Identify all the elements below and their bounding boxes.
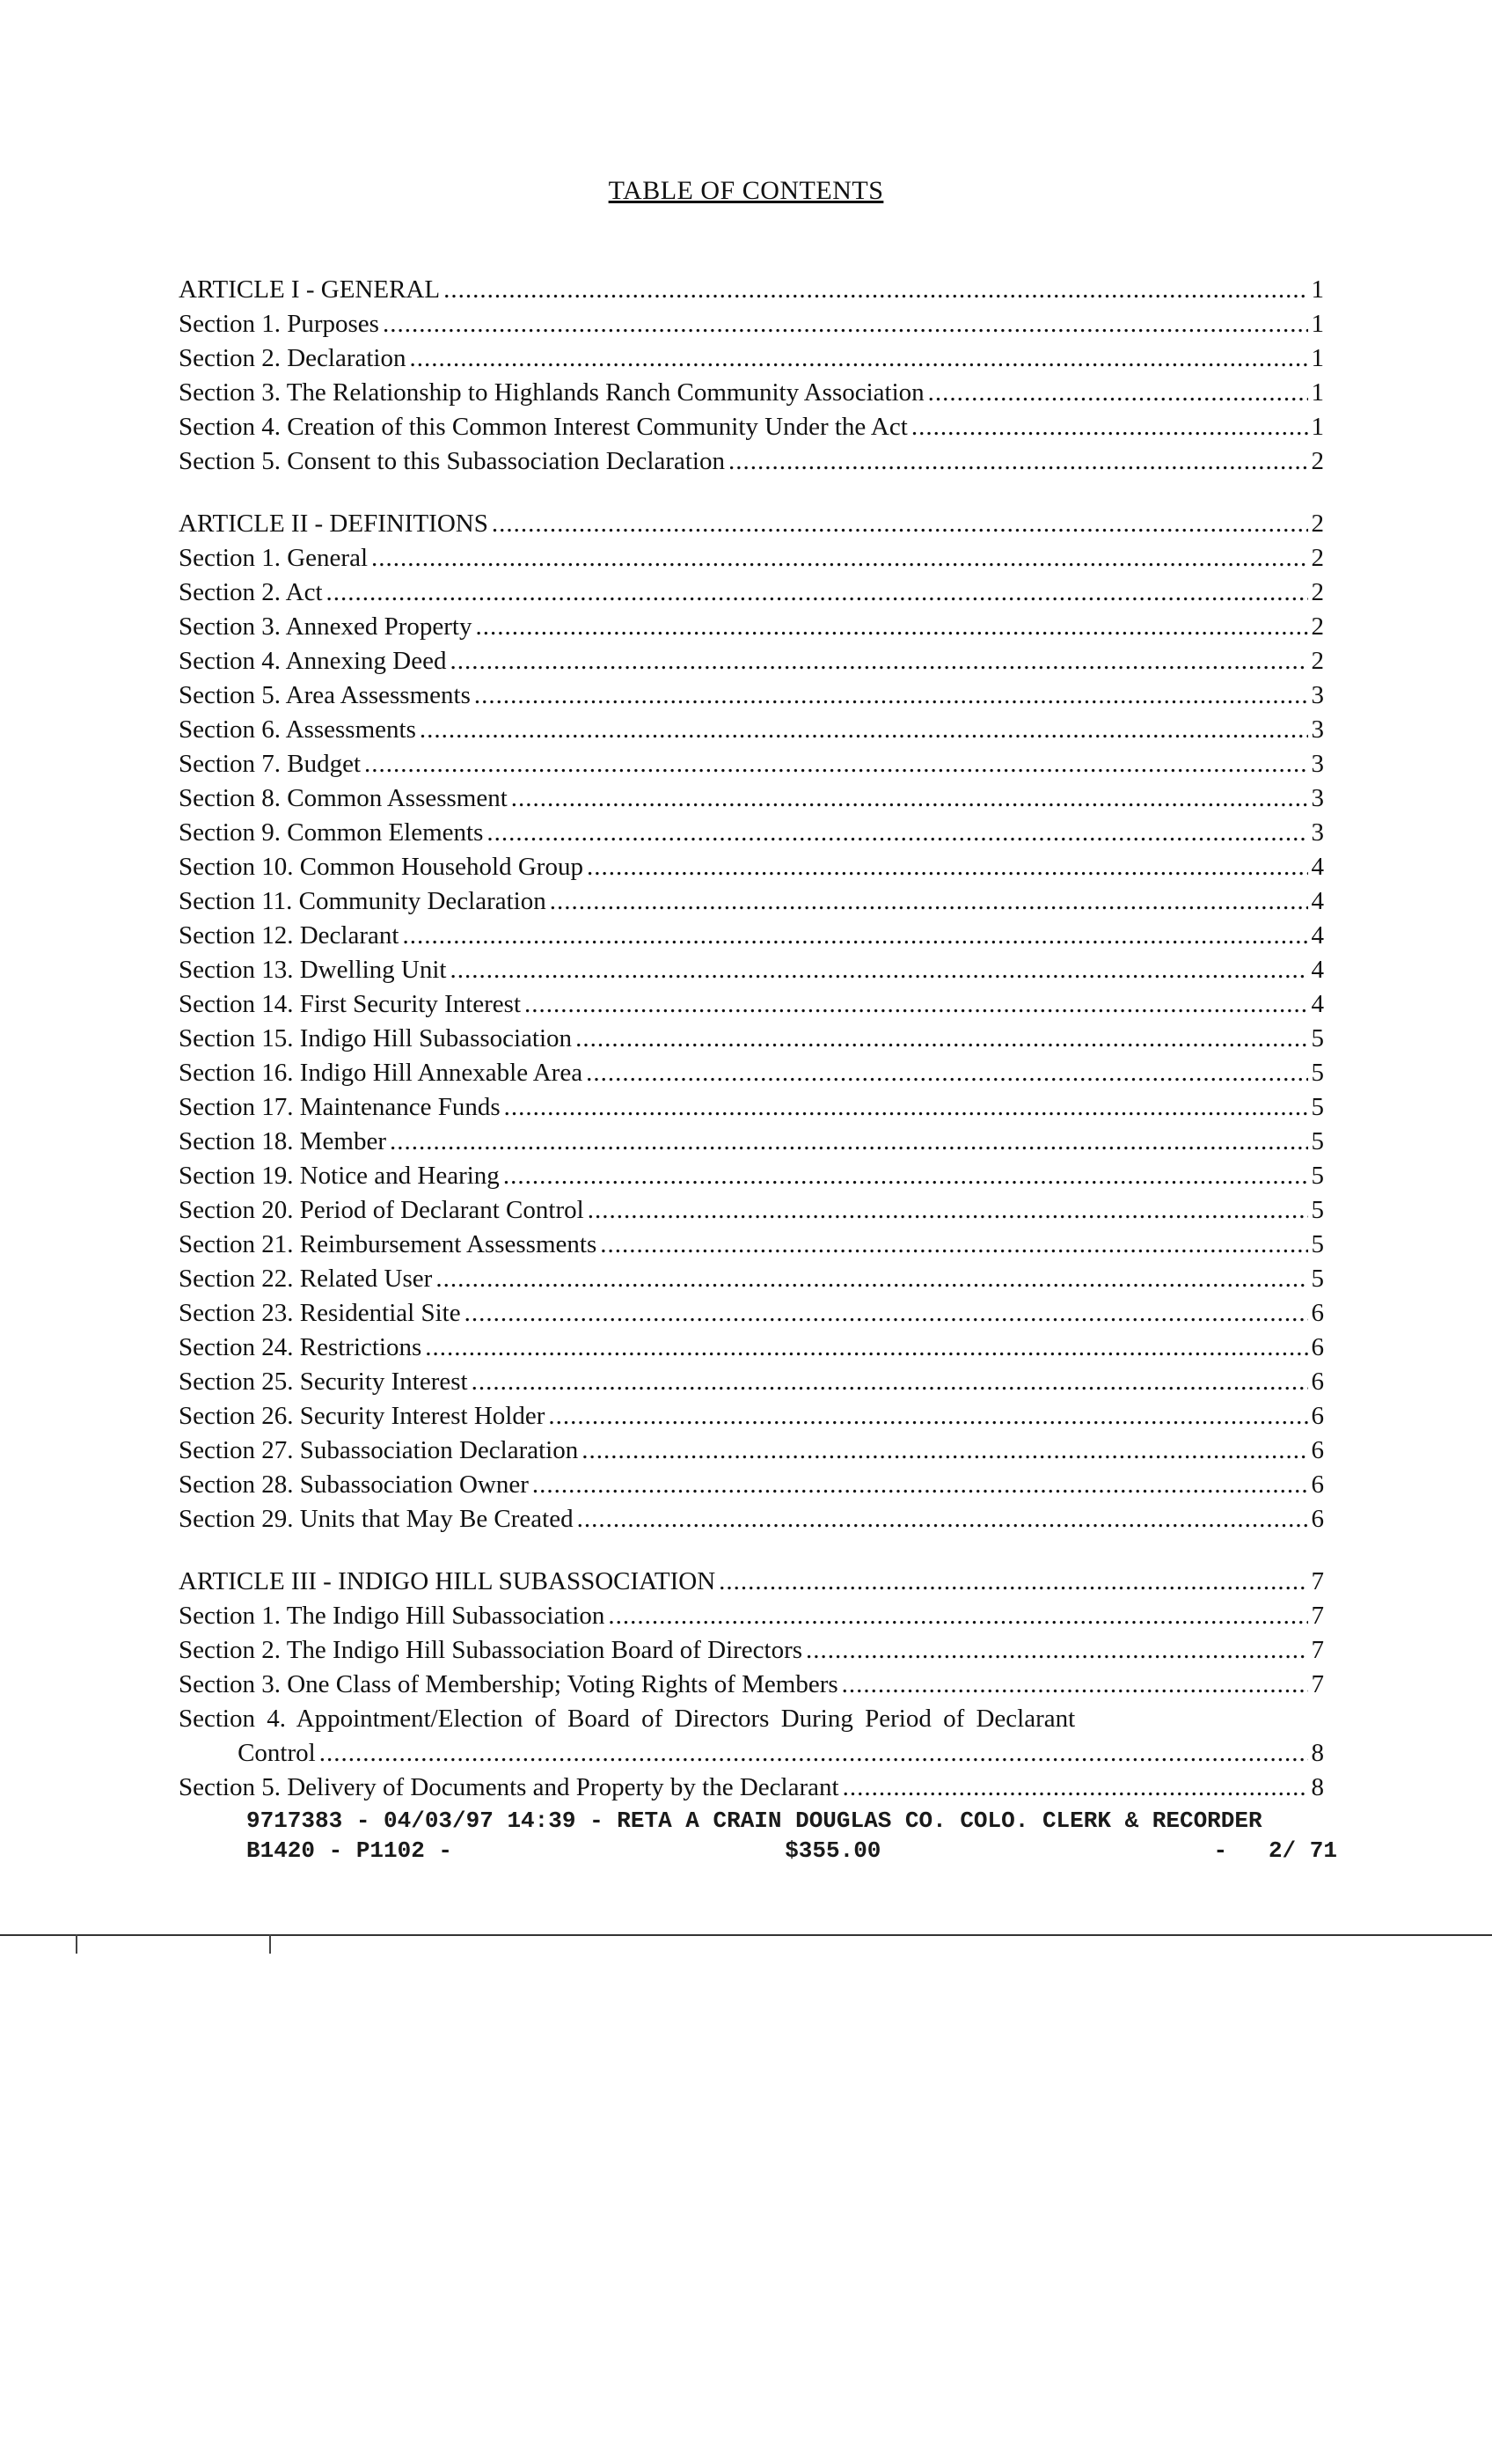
dot-leader — [474, 678, 1308, 713]
article-1-group — [179, 273, 1324, 479]
entry-label: Section 2. The Indigo Hill Subassociation Board of Directors — [179, 1636, 803, 1664]
toc-entry — [179, 541, 1324, 576]
dot-leader — [843, 1771, 1308, 1805]
table-of-contents — [179, 273, 1324, 1833]
entry-page: 7 — [1311, 1602, 1324, 1630]
entry-label: Section 8. Common Assessment — [179, 784, 508, 812]
entry-label: Section 3. The Relationship to Highlands Ranch Community Association — [179, 378, 925, 407]
dot-leader — [577, 1502, 1308, 1536]
entry-label: ARTICLE II - DEFINITIONS — [179, 510, 488, 538]
entry-label: Section 12. Declarant — [179, 921, 399, 950]
entry-page: 6 — [1311, 1333, 1324, 1361]
entry-label: ARTICLE III - INDIGO HILL SUBASSOCIATION — [179, 1567, 716, 1595]
toc-entry — [179, 341, 1324, 376]
dot-leader — [443, 273, 1307, 307]
dot-leader — [435, 1262, 1307, 1296]
article-2-group — [179, 507, 1324, 1536]
dot-leader — [326, 576, 1308, 610]
toc-entry — [179, 410, 1324, 444]
recorder-text: 9717383 - 04/03/97 14:39 - RETA A CRAIN DOUGLAS CO. COLO. CLERK & RECORDER — [246, 1808, 1262, 1834]
recorder-book-page: B1420 - P1102 - — [246, 1837, 453, 1864]
dot-leader — [492, 507, 1308, 541]
dot-leader — [364, 747, 1307, 781]
entry-label: Section 7. Budget — [179, 750, 362, 778]
entry-label: Section 25. Security Interest — [179, 1368, 468, 1396]
dot-leader — [581, 1434, 1307, 1468]
toc-entry — [179, 1399, 1324, 1434]
toc-entry — [179, 747, 1324, 781]
entry-label: Section 18. Member — [179, 1127, 386, 1155]
dot-leader — [402, 919, 1307, 953]
recorder-line-1 — [246, 1806, 1337, 1836]
article-heading — [179, 1565, 1324, 1599]
recorder-fee: $355.00 — [785, 1837, 881, 1864]
entry-label: Section 19. Notice and Hearing — [179, 1162, 500, 1190]
entry-label: Section 3. One Class of Membership; Voting Rights of Members — [179, 1670, 838, 1698]
entry-label: Section 17. Maintenance Funds — [179, 1093, 501, 1121]
entry-page: 1 — [1311, 413, 1324, 441]
entry-page: 2 — [1311, 447, 1324, 475]
entry-page: 1 — [1311, 310, 1324, 338]
dot-leader — [911, 410, 1308, 444]
entry-page: 2 — [1311, 544, 1324, 572]
toc-entry — [179, 1125, 1324, 1159]
toc-entry — [179, 610, 1324, 644]
entry-label: Section 1. The Indigo Hill Subassociation — [179, 1602, 605, 1630]
dot-leader — [503, 1159, 1308, 1193]
dot-leader — [600, 1228, 1307, 1262]
toc-entry — [179, 850, 1324, 884]
toc-entry — [179, 1296, 1324, 1331]
toc-entry — [179, 307, 1324, 341]
toc-entry — [179, 781, 1324, 816]
entry-page: 3 — [1311, 784, 1324, 812]
entry-label: Section 6. Assessments — [179, 715, 416, 744]
toc-entry — [179, 987, 1324, 1022]
dot-leader — [587, 850, 1308, 884]
toc-entry — [179, 953, 1324, 987]
toc-entry — [179, 444, 1324, 479]
entry-label: Section 5. Delivery of Documents and Property by the Declarant — [179, 1773, 839, 1801]
entry-label: Section 9. Common Elements — [179, 818, 484, 847]
entry-label: Section 20. Period of Declarant Control — [179, 1196, 584, 1224]
entry-label: Section 13. Dwelling Unit — [179, 956, 447, 984]
dot-leader — [806, 1633, 1307, 1668]
dot-leader — [511, 781, 1308, 816]
toc-entry — [179, 1434, 1324, 1468]
entry-page: 2 — [1311, 578, 1324, 606]
entry-label: Section 3. Annexed Property — [179, 612, 472, 641]
toc-entry — [179, 1331, 1324, 1365]
entry-page: 8 — [1311, 1773, 1324, 1801]
toc-entry — [179, 576, 1324, 610]
toc-entry — [179, 1022, 1324, 1056]
entry-page: 3 — [1311, 750, 1324, 778]
dot-leader — [532, 1468, 1308, 1502]
toc-entry — [179, 1599, 1324, 1633]
entry-label: Section 23. Residential Site — [179, 1299, 461, 1327]
recorder-page-count: - 2/ 71 — [1213, 1837, 1337, 1864]
entry-page: 7 — [1311, 1636, 1324, 1664]
entry-label: Section 1. General — [179, 544, 369, 572]
dot-leader — [464, 1296, 1308, 1331]
article-heading — [179, 507, 1324, 541]
entry-page: 8 — [1311, 1739, 1324, 1767]
entry-page: 4 — [1311, 887, 1324, 915]
entry-page: 5 — [1311, 1196, 1324, 1224]
entry-page: 4 — [1311, 921, 1324, 950]
entry-page: 5 — [1311, 1265, 1324, 1293]
entry-page: 1 — [1311, 378, 1324, 407]
entry-label: Section 1. Purposes — [179, 310, 379, 338]
dot-leader — [524, 987, 1307, 1022]
toc-entry — [179, 884, 1324, 919]
toc-entry — [179, 376, 1324, 410]
toc-entry — [179, 1365, 1324, 1399]
entry-label: Section 2. Act — [179, 578, 323, 606]
entry-page: 1 — [1311, 344, 1324, 372]
dot-leader — [728, 444, 1308, 479]
dot-leader — [608, 1599, 1307, 1633]
toc-entry — [179, 644, 1324, 678]
entry-label: Section 10. Common Household Group — [179, 853, 583, 881]
toc-entry — [179, 1193, 1324, 1228]
entry-label: Control — [238, 1739, 316, 1767]
entry-page: 5 — [1311, 1024, 1324, 1052]
entry-label: ARTICLE I - GENERAL — [179, 275, 441, 304]
entry-page: 7 — [1311, 1567, 1324, 1595]
entry-label: Section 29. Units that May Be Created — [179, 1505, 574, 1533]
entry-label: Section 5. Consent to this Subassociation Declaration — [179, 447, 725, 475]
dot-leader — [450, 953, 1307, 987]
entry-label: Section 26. Security Interest Holder — [179, 1402, 545, 1430]
entry-page: 6 — [1311, 1368, 1324, 1396]
entry-page: 1 — [1311, 275, 1324, 304]
entry-page: 3 — [1311, 681, 1324, 709]
toc-entry — [179, 919, 1324, 953]
entry-label: Section 4. Creation of this Common Interest Community Under the Act — [179, 413, 908, 441]
toc-entry — [179, 1771, 1324, 1805]
entry-label: Section 15. Indigo Hill Subassociation — [179, 1024, 573, 1052]
entry-page: 4 — [1311, 956, 1324, 984]
page-title: TABLE OF CONTENTS — [608, 176, 884, 205]
dot-leader — [719, 1565, 1307, 1599]
dot-leader — [548, 1399, 1307, 1434]
dot-leader — [586, 1056, 1307, 1090]
entry-label: Section 24. Restrictions — [179, 1333, 422, 1361]
toc-entry — [179, 816, 1324, 850]
entry-label: Section 5. Area Assessments — [179, 681, 471, 709]
dot-leader — [390, 1125, 1308, 1159]
dot-leader — [842, 1668, 1308, 1702]
toc-entry — [179, 1056, 1324, 1090]
entry-page: 4 — [1311, 990, 1324, 1018]
entry-page: 5 — [1311, 1230, 1324, 1258]
entry-page: 2 — [1311, 612, 1324, 641]
entry-page: 6 — [1311, 1470, 1324, 1499]
dot-leader — [410, 341, 1308, 376]
entry-page: 3 — [1311, 818, 1324, 847]
dot-leader — [420, 713, 1308, 747]
dot-leader — [575, 1022, 1307, 1056]
dot-leader — [475, 610, 1307, 644]
scan-edge-line — [0, 1934, 1492, 1936]
entry-label: Section 14. First Security Interest — [179, 990, 522, 1018]
entry-page: 5 — [1311, 1059, 1324, 1087]
entry-label: Section 4. Annexing Deed — [179, 647, 447, 675]
article-3-group — [179, 1565, 1324, 1805]
entry-page: 7 — [1311, 1670, 1324, 1698]
entry-page: 3 — [1311, 715, 1324, 744]
dot-leader — [383, 307, 1308, 341]
dot-leader — [550, 884, 1308, 919]
toc-entry — [179, 678, 1324, 713]
scan-edge-tick — [76, 1934, 77, 1954]
dot-leader — [371, 541, 1307, 576]
scan-edge-tick — [269, 1934, 271, 1954]
toc-entry — [179, 1090, 1324, 1125]
entry-label: Section 4. Appointment/Election of Board of Directors During Period of Declarant — [179, 1705, 1076, 1733]
dot-leader — [504, 1090, 1308, 1125]
entry-page: 5 — [1311, 1162, 1324, 1190]
dot-leader — [319, 1736, 1308, 1771]
entry-page: 5 — [1311, 1127, 1324, 1155]
entry-page: 4 — [1311, 853, 1324, 881]
entry-label: Section 22. Related User — [179, 1265, 433, 1293]
entry-label: Section 2. Declaration — [179, 344, 406, 372]
article-heading — [179, 273, 1324, 307]
dot-leader — [450, 644, 1307, 678]
entry-label: Section 28. Subassociation Owner — [179, 1470, 529, 1499]
toc-entry-wrapped-first-line — [179, 1702, 1324, 1736]
dot-leader — [588, 1193, 1308, 1228]
toc-entry — [179, 1468, 1324, 1502]
toc-entry — [179, 1502, 1324, 1536]
toc-entry-wrapped-second-line — [179, 1736, 1324, 1771]
entry-label: Section 27. Subassociation Declaration — [179, 1436, 579, 1464]
toc-entry — [179, 1228, 1324, 1262]
entry-label: Section 11. Community Declaration — [179, 887, 546, 915]
entry-page: 5 — [1311, 1093, 1324, 1121]
dot-leader — [486, 816, 1307, 850]
entry-label: Section 21. Reimbursement Assessments — [179, 1230, 597, 1258]
toc-entry — [179, 713, 1324, 747]
entry-page: 6 — [1311, 1505, 1324, 1533]
entry-page: 6 — [1311, 1299, 1324, 1327]
recorder-stamp — [246, 1806, 1337, 1866]
entry-page: 2 — [1311, 510, 1324, 538]
recorder-line-2 — [246, 1836, 1337, 1866]
entry-page: 6 — [1311, 1436, 1324, 1464]
toc-entry — [179, 1633, 1324, 1668]
dot-leader — [928, 376, 1308, 410]
toc-entry — [179, 1262, 1324, 1296]
toc-entry — [179, 1159, 1324, 1193]
entry-label: Section 16. Indigo Hill Annexable Area — [179, 1059, 583, 1087]
entry-page: 6 — [1311, 1402, 1324, 1430]
toc-entry — [179, 1668, 1324, 1702]
dot-leader — [425, 1331, 1307, 1365]
dot-leader — [472, 1365, 1308, 1399]
entry-page: 2 — [1311, 647, 1324, 675]
